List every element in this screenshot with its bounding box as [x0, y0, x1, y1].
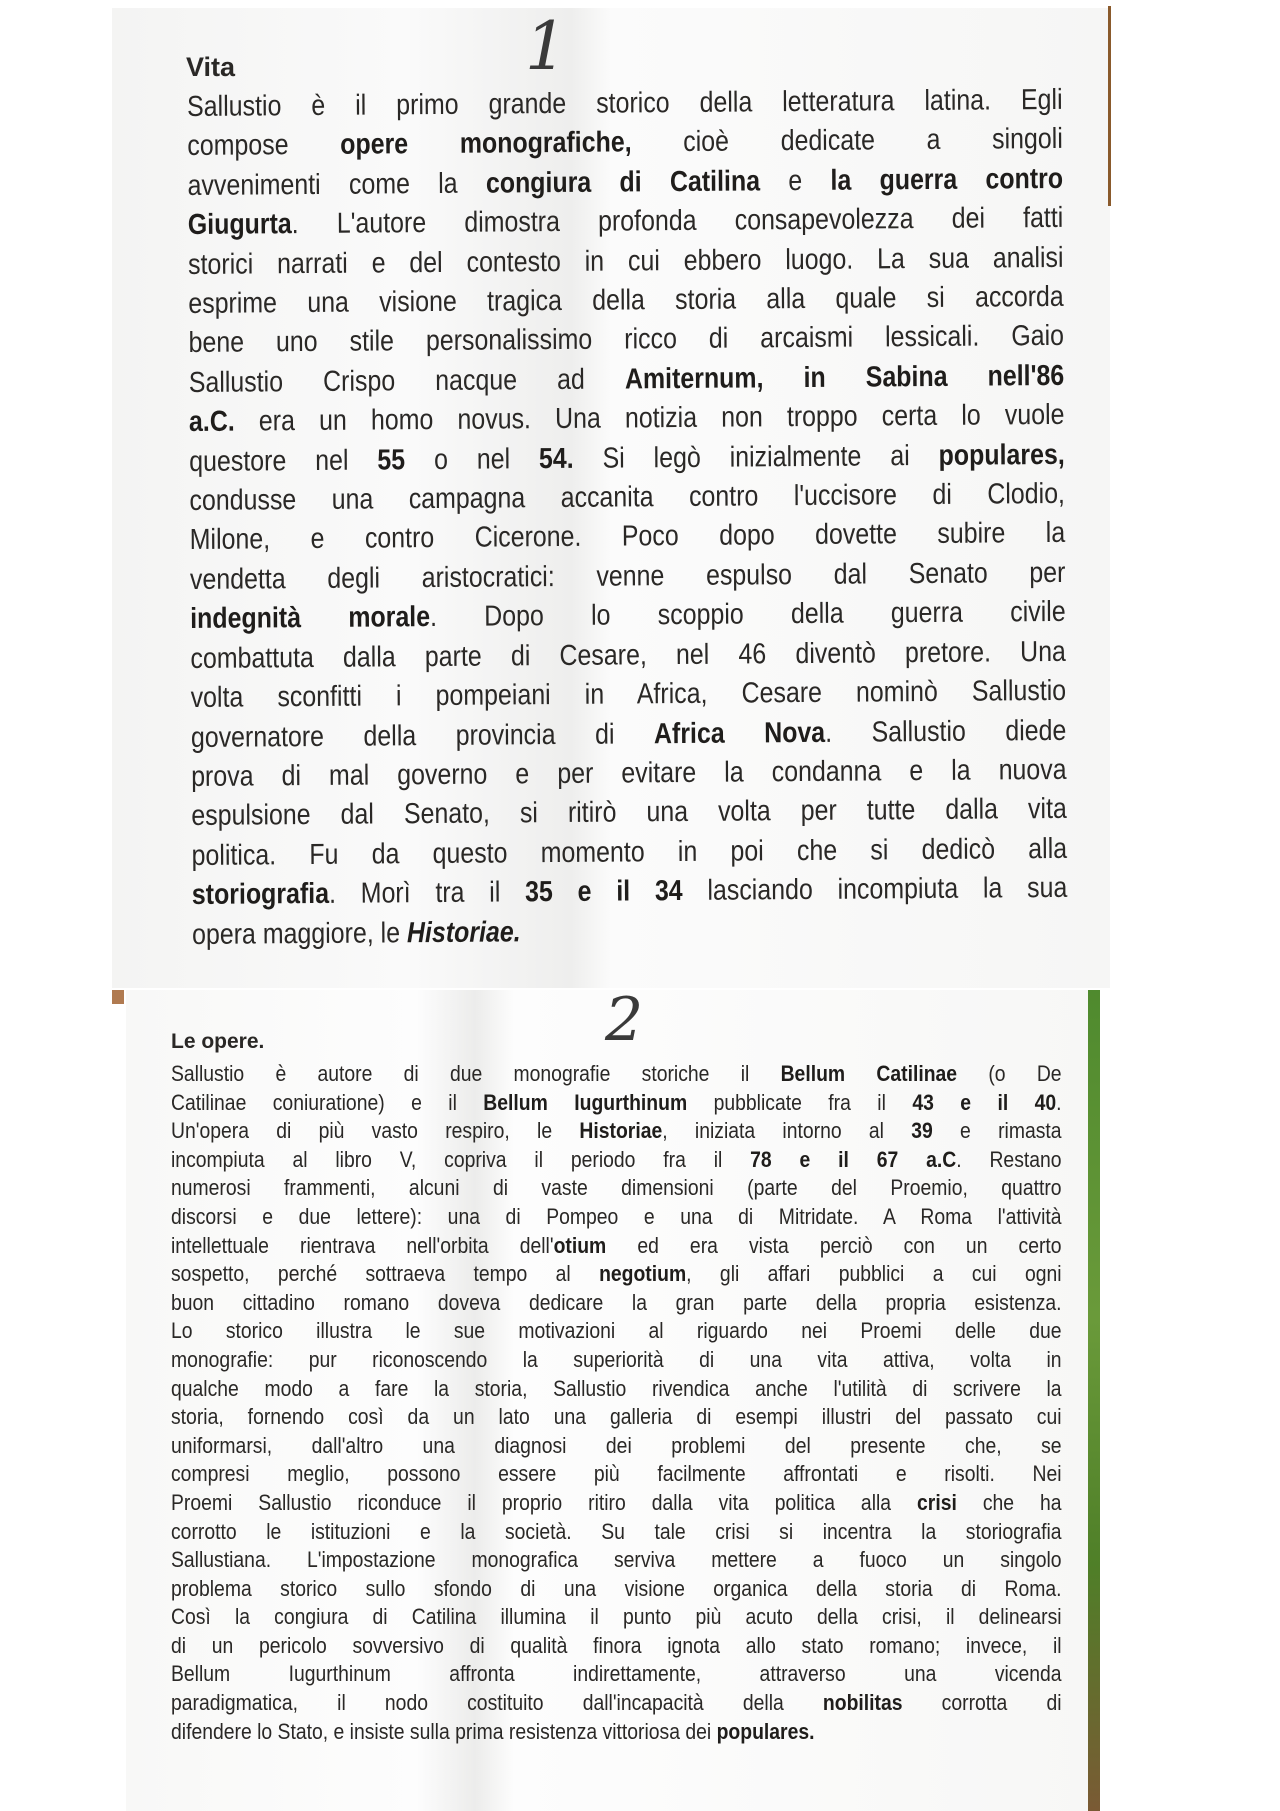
- text-line: [171, 1718, 1062, 1747]
- text-segment: pubblicate fra il: [687, 1089, 913, 1115]
- text-segment: . Sallustio diede: [825, 714, 1067, 749]
- text-line: [171, 1174, 1062, 1203]
- text-segment: ed era vista perciò con un certo: [606, 1232, 1062, 1258]
- bold-text: Bellum Iugurthinum: [483, 1089, 688, 1115]
- text-segment: qualche modo a fare la storia, Sallustio rivendica anche l'utilità di scrivere la: [171, 1375, 1062, 1401]
- text-segment: volta sconfitti i pompeiani in Africa, Cesare nominò Sallustio: [190, 674, 1067, 715]
- bold-text: 43 e il 40: [912, 1089, 1057, 1115]
- text-segment: di un pericolo sovversivo di qualità finora ignota allo stato romano; invece, il: [171, 1632, 1062, 1658]
- text-segment: Un'opera di più vasto respiro, le: [171, 1118, 580, 1144]
- text-segment: avvenimenti come la: [187, 167, 487, 202]
- text-line: [171, 1460, 1062, 1489]
- text-segment: Sallustiana. L'impostazione monografica serviva mettere a fuoco un singolo: [171, 1547, 1062, 1573]
- text-segment: Proemi Sallustio riconduce il proprio ritiro dalla vita politica alla: [171, 1489, 918, 1515]
- text-line: [171, 1575, 1062, 1604]
- text-segment: incompiuta al libro V, copriva il periodo fra il: [171, 1146, 751, 1172]
- text-line: [171, 1060, 1062, 1089]
- text-segment: sospetto, perché sottraeva tempo al: [171, 1261, 600, 1287]
- text-segment: Si legò inizialmente ai: [573, 439, 939, 475]
- bold-text: la guerra contro: [830, 162, 1064, 197]
- background-edge: [112, 990, 124, 1004]
- text-segment: . Dopo lo scoppio della guerra civile: [429, 596, 1066, 634]
- bold-text: Bellum Catilinae: [780, 1061, 958, 1086]
- text-line: [171, 1432, 1062, 1461]
- text-line: [189, 396, 1065, 443]
- text-line: [171, 1232, 1062, 1261]
- text-segment: lasciando incompiuta la sua: [682, 871, 1068, 908]
- text-segment: opera maggiore, le: [191, 916, 408, 951]
- bold-text: congiura di Catilina: [485, 165, 761, 200]
- bold-text: storiografia: [191, 877, 330, 912]
- text-line: [191, 672, 1067, 719]
- text-line: [171, 1603, 1062, 1632]
- text-segment: vendetta degli aristocratici: venne espulso dal Senato per: [189, 556, 1066, 596]
- text-line: [171, 1660, 1062, 1689]
- text-segment: numerosi frammenti, alcuni di vaste dimensioni (parte del Proemio, quattro: [171, 1175, 1062, 1201]
- background-edge: [1088, 990, 1100, 1811]
- opere-text: [171, 1060, 1062, 1746]
- text-segment: Sallustio è il primo grande storico della letteratura latina. Egli: [187, 83, 1063, 123]
- bold-text: Amiternum, in Sabina nell'86: [624, 359, 1065, 396]
- text-segment: discorsi e due lettere): una di Pompeo e una di Mitridate. A Roma l'attività: [171, 1203, 1062, 1229]
- text-segment: problema storico sullo sfondo di una visione organica della storia di Roma.: [171, 1575, 1062, 1601]
- text-segment: paradigmatica, il nodo costituito dall'incapacità della: [171, 1690, 823, 1716]
- text-line: [171, 1375, 1062, 1404]
- text-line: [191, 711, 1067, 758]
- bold-text: a.C.: [188, 405, 235, 439]
- text-segment: combattuta dalla parte di Cesare, nel 46 diventò pretore. Una: [190, 635, 1066, 675]
- text-segment: Così la congiura di Catilina illumina il punto più acuto della crisi, il delinearsi: [171, 1604, 1062, 1630]
- text-segment: esprime una visione tragica della storia alla quale si accorda: [188, 280, 1064, 321]
- text-line: [171, 1260, 1062, 1289]
- bold-text: indegnità morale: [190, 601, 431, 636]
- bold-text: Historiae: [579, 1118, 663, 1144]
- text-segment: corrotto le istituzioni e la società. Su tale crisi si incentra la storiografia: [171, 1518, 1062, 1544]
- text-segment: buon cittadino romano doveva dedicare la gran parte della propria esistenza.: [171, 1289, 1062, 1315]
- text-segment: governatore della provincia di: [190, 717, 655, 754]
- text-line: [191, 790, 1067, 837]
- text-line: [192, 908, 1068, 955]
- text-line: [171, 1403, 1062, 1432]
- text-segment: . Morì tra il: [328, 876, 526, 910]
- text-segment: Lo storico illustra le sue motivazioni al riguardo nei Proemi delle due: [171, 1318, 1062, 1344]
- text-line: [171, 1632, 1062, 1661]
- text-segment: questore nel: [189, 444, 378, 478]
- text-line: [171, 1089, 1062, 1118]
- text-line: [190, 514, 1066, 561]
- text-line: [188, 317, 1064, 364]
- text-line: [171, 1689, 1062, 1718]
- text-line: [171, 1289, 1062, 1318]
- section-heading-opere: Le opere.: [171, 1030, 265, 1053]
- text-line: [171, 1518, 1062, 1547]
- text-segment: storici narrati e del contesto in cui ebbero luogo. La sua analisi: [187, 241, 1064, 281]
- bold-text: otium: [553, 1232, 607, 1258]
- text-line: [192, 869, 1068, 916]
- vita-text: [187, 81, 1068, 955]
- bold-text: 54.: [538, 442, 574, 475]
- bold-text: negotium: [599, 1261, 687, 1287]
- text-segment: condusse una campagna accanita contro l'uccisore di Clodio,: [189, 477, 1066, 518]
- text-segment: Milone, e contro Cicerone. Poco dopo dovette subire la: [189, 517, 1066, 557]
- section-heading-vita: Vita: [186, 52, 236, 82]
- text-line: [190, 593, 1066, 640]
- text-line: [171, 1489, 1062, 1518]
- bold-text: crisi: [917, 1489, 957, 1515]
- bold-text: Giugurta: [187, 208, 292, 242]
- text-line: [171, 1203, 1062, 1232]
- text-segment: intellettuale rientrava nell'orbita dell': [171, 1232, 554, 1258]
- text-segment: bene uno stile personalissimo ricco di arcaismi lessicali. Gaio: [188, 320, 1065, 360]
- text-segment: che ha: [956, 1489, 1062, 1515]
- paper-edge: [1108, 6, 1111, 206]
- text-line: [171, 1346, 1062, 1375]
- text-line: [171, 1146, 1062, 1175]
- text-segment: o nel: [405, 442, 540, 476]
- text-segment: . L'autore dimostra profonda consapevolezza dei fatti: [291, 202, 1064, 241]
- bold-text: nobilitas: [822, 1690, 903, 1716]
- handwritten-page-number-1: 1: [525, 8, 567, 85]
- text-line: [171, 1546, 1062, 1575]
- text-segment: Sallustio Crispo nacque ad: [188, 363, 625, 399]
- text-line: [188, 199, 1064, 246]
- text-segment: (o De: [957, 1061, 1062, 1086]
- text-line: [171, 1117, 1062, 1146]
- text-segment: compresi meglio, possono essere più facilmente affrontati e risolti. Nei: [171, 1461, 1062, 1487]
- bold-text: Africa Nova: [653, 716, 826, 750]
- handwritten-page-number-2: 2: [605, 985, 644, 1055]
- bold-text: opere monografiche,: [340, 126, 632, 162]
- bold-text: populares.: [716, 1718, 815, 1744]
- text-segment: Catilinae coniuratione) e il: [171, 1089, 484, 1115]
- text-segment: storia, fornendo così da un lato una galleria di esempi illustri del passato cui: [171, 1404, 1062, 1430]
- text-segment: compose: [187, 129, 341, 163]
- bold-text: Historiae.: [406, 915, 521, 949]
- text-segment: .: [1056, 1089, 1062, 1115]
- bold-text: 39: [911, 1118, 933, 1144]
- bold-text: 78 e il 67 a.C: [750, 1146, 957, 1172]
- text-segment: Bellum Iugurthinum affronta indirettamente, attraverso una vicenda: [171, 1661, 1062, 1687]
- bold-text: 55: [377, 443, 406, 477]
- text-segment: era un homo novus. Una notizia non troppo certa lo vuole: [234, 399, 1065, 438]
- text-segment: . Restano: [956, 1146, 1062, 1172]
- text-segment: uniformarsi, dall'altro una diagnosi dei problemi del presente che, se: [171, 1432, 1062, 1458]
- text-line: [187, 120, 1063, 167]
- text-segment: e rimasta: [932, 1118, 1062, 1144]
- text-segment: , gli affari pubblici a cui ogni: [686, 1261, 1062, 1287]
- text-line: [171, 1317, 1062, 1346]
- text-segment: , iniziata intorno al: [662, 1118, 912, 1144]
- text-segment: prova di mal governo e per evitare la condanna e la nuova: [191, 753, 1067, 793]
- bold-text: populares,: [938, 438, 1065, 472]
- text-segment: difendere lo Stato, e insiste sulla prima resistenza vittoriosa dei: [171, 1718, 717, 1744]
- text-segment: cioè dedicate a singoli: [631, 123, 1063, 159]
- text-segment: politica. Fu da questo momento in poi che si dedicò alla: [191, 832, 1068, 872]
- text-segment: corrotta di: [902, 1690, 1062, 1716]
- text-segment: espulsione dal Senato, si ritirò una volta per tutte dalla vita: [191, 793, 1067, 833]
- bold-text: 35 e il 34: [525, 875, 683, 909]
- text-segment: e: [759, 164, 831, 198]
- text-segment: Sallustio è autore di due monografie storiche il: [171, 1061, 781, 1086]
- text-segment: monografie: pur riconoscendo la superiorità di una vita attiva, volta in: [171, 1346, 1062, 1372]
